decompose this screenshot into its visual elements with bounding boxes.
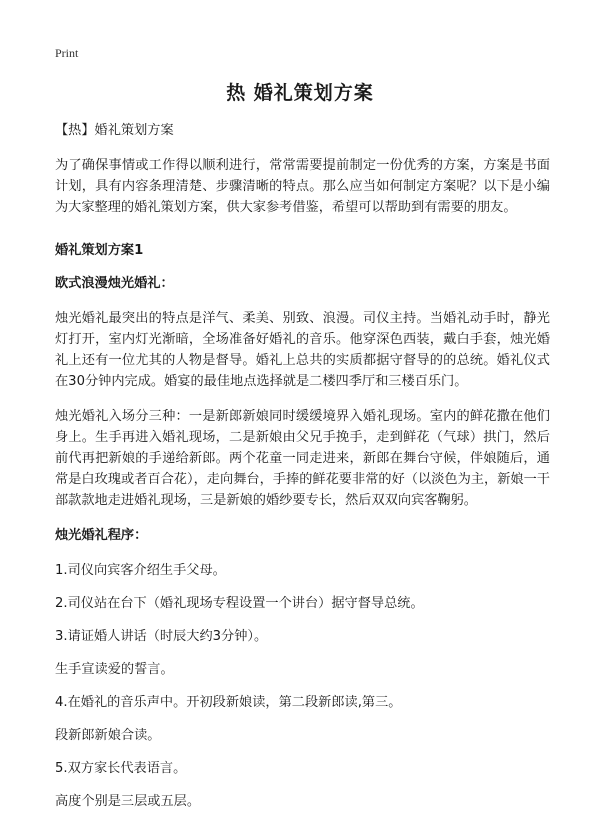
print-label: Print [55, 46, 79, 60]
program-step: 4.在婚礼的音乐声中。开初段新娘读，第二段新郎读,第三。 [55, 695, 402, 710]
program-step: 段新郎新娘合读。 [55, 728, 161, 743]
program-step: 1.司仪向宾客介绍生手父母。 [55, 563, 226, 578]
program-step: 5.双方家长代表语言。 [55, 761, 187, 776]
section-heading: 婚礼策划方案1 [55, 243, 144, 258]
body-paragraph-1: 烛光婚礼最突出的特点是洋气、柔美、别致、浪漫。司仪主持。当婚礼动手时，静光灯打开，室内灯光渐暗，全场准备好婚礼的音乐。他穿深色西装，戴白手套，烛光婚礼上还有一位尤其的人物是督导。婚礼上总共的实质都据守督导的的总统。婚礼仪式在30分钟内完成。婚宴的最佳地点选择就是二楼四季厅和三楼百乐门。 [55, 311, 550, 389]
program-step: 3.请证婚人讲话（时辰大约3分钟）。 [55, 629, 268, 644]
program-step: 生手宣读爱的誓言。 [55, 662, 174, 677]
section-subheading: 欧式浪漫烛光婚礼： [55, 276, 174, 291]
program-step: 2.司仪站在台下（婚礼现场专程设置一个讲台）据守督导总统。 [55, 596, 424, 611]
document-body [55, 120, 550, 824]
doc-subtitle: 【热】婚礼策划方案 [55, 123, 174, 138]
program-step: 高度个别是三层或五层。 [55, 794, 201, 809]
program-steps [55, 560, 550, 812]
program-heading: 烛光婚礼程序： [55, 528, 148, 543]
page-title: 热 婚礼策划方案 [226, 82, 374, 104]
intro-paragraph: 为了确保事情或工作得以顺利进行，常常需要提前制定一份优秀的方案，方案是书面计划，具有内容条理清楚、步骤清晰的特点。那么应当如何制定方案呢？以下是小编为大家整理的婚礼策划方案，供大家参考借鉴，希望可以帮助到有需要的朋友。 [55, 158, 550, 215]
body-paragraph-2: 烛光婚礼入场分三种：一是新郎新娘同时缓缓境界入婚礼现场。室内的鲜花撒在他们身上。生手再进入婚礼现场，二是新娘由父兄手挽手，走到鲜花（气球）拱门，然后前代再把新娘的手递给新郎。两个花童一同走进来，新郎在舞台守候，伴娘随后，通常是白玫瑰或者百合花），走向舞台，手捧的鲜花要非常的好（以淡色为主，新娘一干部款款地走进婚礼现场，三是新娘的婚纱要专长，然后双双向宾客鞠躬。 [55, 409, 550, 508]
